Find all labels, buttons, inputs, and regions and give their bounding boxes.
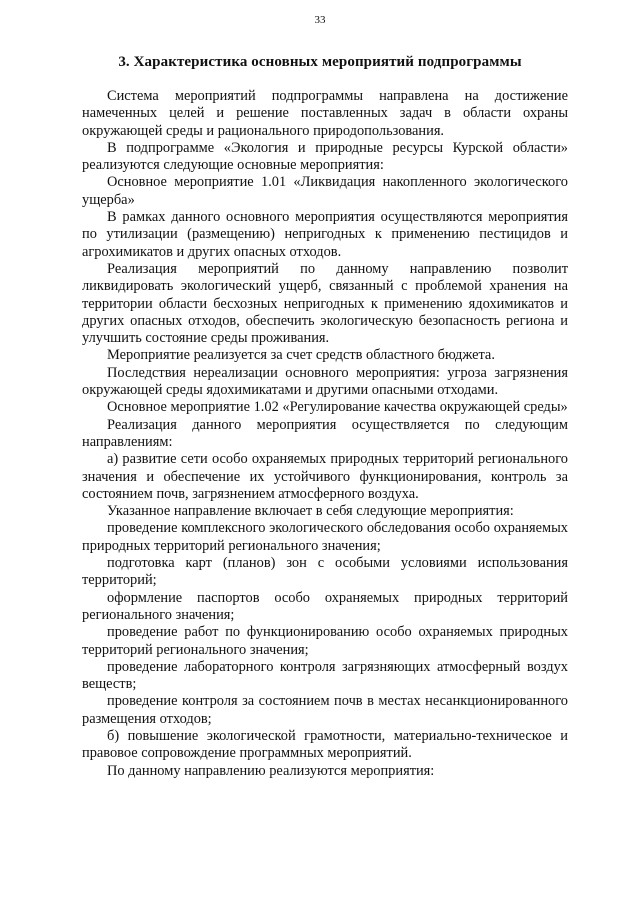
paragraph: По данному направлению реализуются мероприятия: [107, 762, 435, 779]
paragraph: Система мероприятий подпрограммы направлена на достижение намеченных целей и решение поставленных задач в области охраны окружающей среды и рационального природопользования. [82, 88, 568, 139]
paragraph: проведение контроля за состоянием почв в местах несанкционированного размещения отходов; [82, 693, 568, 727]
paragraph: Основное мероприятие 1.01 «Ликвидация накопленного экологического ущерба» [82, 174, 568, 208]
paragraph: проведение комплексного экологического обследования особо охраняемых природных территорий регионального значения; [82, 520, 568, 554]
paragraph: Указанное направление включает в себя следующие мероприятия: [107, 503, 514, 520]
paragraph: б) повышение экологической грамотности, материально-техническое и правовое сопровождение программных мероприятий. [82, 727, 568, 762]
paragraph: оформление паспортов особо охраняемых природных территорий регионального значения; [82, 589, 568, 623]
paragraph: а) развитие сети особо охраняемых природных территорий регионального значения и обеспечение их устойчивого функционирования, контроль за состоянием почв, загрязнением атмосферного воздуха. [82, 451, 568, 502]
paragraph: Реализация мероприятий по данному направлению позволит ликвидировать экологический ущерб, связанный с проблемой хранения на территории области бесхозных непригодных к применению ядохимикатов и других опасных отходов, обеспечить экологическую безопасность региона и улучшить состояние среды проживания. [82, 260, 568, 347]
section-heading: 3. Характеристика основных мероприятий подпрограммы [118, 54, 522, 70]
paragraph: Последствия нереализации основного мероприятия: угроза загрязнения окружающей среды ядохимикатами и другими опасными отходами. [82, 364, 568, 399]
paragraph: проведение работ по функционированию особо охраняемых природных территорий регионального значения; [82, 624, 568, 658]
paragraph: проведение лабораторного контроля загрязняющих атмосферный воздух веществ; [82, 658, 568, 693]
paragraph: В рамках данного основного мероприятия осуществляются мероприятия по утилизации (размещению) непригодных к применению пестицидов и агрохимикатов и других опасных отходов. [82, 209, 568, 260]
paragraph: подготовка карт (планов) зон с особыми условиями использования территорий; [82, 555, 568, 589]
document-body [82, 88, 568, 780]
paragraph: Реализация данного мероприятия осуществляется по следующим направлениям: [82, 416, 568, 450]
paragraph: Мероприятие реализуется за счет средств областного бюджета. [107, 347, 495, 364]
paragraph: Основное мероприятие 1.02 «Регулирование качества окружающей среды» [107, 399, 568, 416]
page-number: 33 [314, 14, 326, 26]
paragraph: В подпрограмме «Экология и природные ресурсы Курской области» реализуются следующие основные мероприятия: [82, 139, 568, 174]
